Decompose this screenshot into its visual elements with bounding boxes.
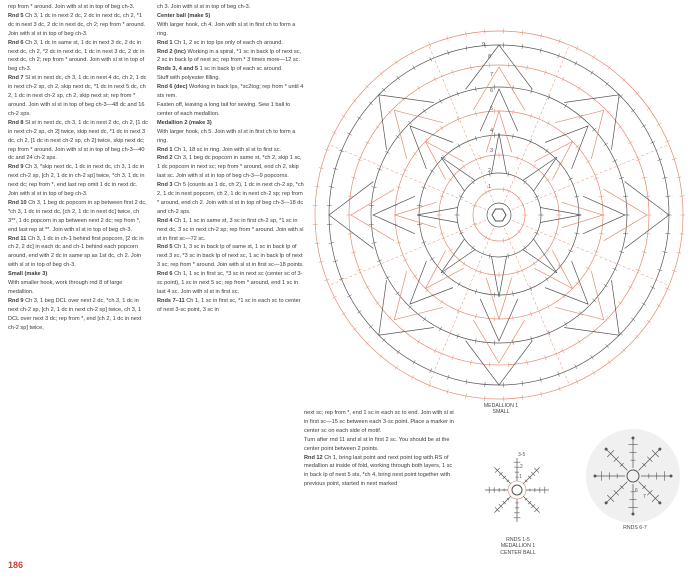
stitch-tick <box>417 340 420 344</box>
instruction-text: Ch 1, bring last point and next point tog with RS of medallion at inside of fold, working through both layers, 1 sc in back lp of next 5 sts, *ch 4, bring next point together with previous point, started in next marked <box>304 454 453 488</box>
rnd-label-9: 9 <box>482 42 486 48</box>
stitch-tick <box>462 164 465 168</box>
stitch-tick <box>618 125 622 128</box>
stitch-tick <box>547 304 549 308</box>
paragraph <box>8 74 148 119</box>
instruction-text: Ch 1, 3 sc in back lp of same st, 1 sc in back lp of next 3 sc, *3 sc in back lp of next sc, 1 sc in back lp of next 3 sc; rep from * around. Join with sl st in first sc—18 points. <box>157 244 304 269</box>
rnd-label-4: 4 <box>490 128 494 134</box>
instruction-text: 1 sc in back lp of each sc around. <box>199 66 283 73</box>
paragraph <box>8 119 148 164</box>
rnd-label-7: 7 <box>490 72 494 78</box>
stitch-tick <box>396 292 400 295</box>
instruction-text: Ch 1, 18 sc in ring. Join with sl st to first sc. <box>174 146 282 153</box>
round-label: Rnd 1 <box>157 39 173 46</box>
point-dot <box>605 501 608 504</box>
spoke <box>331 145 486 209</box>
rnd-label-2: 2 <box>488 168 492 174</box>
point-dot <box>670 475 673 478</box>
instruction-text: Ch 3, 1 dc in ch-1 behind first popcorn, [2 dc in ch 2, 2 dc] in each dc and ch-1 behind each popcorn around, end with 2 dc in same sp as 1st dc, ch 2. Join with sl st in top of beg ch-3. <box>8 235 144 269</box>
instruction-text: Ch 5 (counts as 1 dc, ch 2), 1 dc in next ch-2 sp, *ch 2, 1 dc in next popcorn, ch 2, 1 dc in next ch-2 sp; rep from * around, end ch 2. Join with sl st in top of beg ch-3—18 dc and ch-2 sps. <box>157 182 304 215</box>
stitch-tick <box>522 30 523 35</box>
instruction-text: Ch 3, 1 beg dc popcorn in same st, *ch 2, skip 1 sc, 1 dc popcorn in next sc; rep from * around, end ch 2, skip last sc. Join with sl st in top of beg ch-3—9 popcorns. <box>157 155 302 180</box>
stitch-tick <box>547 121 549 125</box>
point-dot <box>594 475 597 478</box>
text-column-3 <box>304 409 454 489</box>
rnd-label-1: 1 <box>488 184 492 190</box>
round-label: Medallion 2 <box>157 119 188 126</box>
paragraph <box>8 235 148 271</box>
round-label: Rnd 1 <box>157 146 173 153</box>
stitch-tick <box>413 66 416 70</box>
stitch-tick <box>357 117 361 120</box>
stitch-tick <box>448 249 452 252</box>
paragraph <box>8 12 148 39</box>
round-label: Rnd 6 <box>8 39 24 46</box>
stitch-tick <box>385 151 389 153</box>
instruction-text: Ch 1, 1 sc in first sc, *1 sc in each sc to center of next 3-sc point, 3 sc in <box>157 297 301 313</box>
stitch-tick <box>575 61 577 65</box>
stitch-tick <box>533 164 536 168</box>
round-ring <box>419 135 579 295</box>
stitch-tick <box>348 233 353 234</box>
stitch-tick <box>591 355 594 359</box>
center-ring <box>512 485 522 495</box>
stitch-tick <box>376 302 380 305</box>
stitch-tick <box>592 371 595 375</box>
stitch-tick <box>413 275 417 278</box>
stitch-tick <box>618 302 622 305</box>
paragraph <box>8 3 148 12</box>
paragraph <box>157 243 305 270</box>
paragraph <box>8 199 148 235</box>
paragraph <box>304 436 454 454</box>
round-label: Rnd 8 <box>8 119 24 126</box>
stitch-tick <box>642 303 646 306</box>
stitch-tick <box>631 318 635 321</box>
instruction-text: Ch 3, 1 beg DCL over next 2 dc, *ch 3, 1 dc in next ch-2 sp, [ch 2, 1 dc in next ch-2 sp] twice, ch 3, 1 DCL over next 3 dc; rep from *, end [ch 2, 1 dc in next ch-2 sp] twice, <box>8 297 142 331</box>
instruction-text: Sl st in next dc, ch 3, 1 dc in next 4 dc, ch 2, 1 dc in next ch-2 sp, ch 2, skip next dc, *1 dc in next 5 dc, ch 2, 1 dc in next ch-2 sp, ch 2, skip next st; rep from * around. Join with sl st in top of beg ch-3—48 dc and 16 ch-2 sps. <box>8 75 147 117</box>
stitch-tick <box>411 375 413 379</box>
spoke <box>504 47 568 202</box>
stitch-tick <box>411 50 413 54</box>
round-ring <box>457 173 541 257</box>
petal-chevron <box>410 126 453 169</box>
petal-chevron <box>562 202 603 227</box>
small-label-6: 6 <box>635 488 638 494</box>
stitch-tick <box>471 180 474 184</box>
paragraph <box>8 163 148 199</box>
point-dot <box>658 501 661 504</box>
petal-chevron <box>394 110 443 159</box>
round-label: Rnd 9 <box>8 164 24 171</box>
round-label: Rnd 2 (inc) <box>157 48 186 55</box>
paragraph <box>157 74 305 83</box>
paragraph <box>8 39 148 75</box>
instruction-text: Ch 3, 1 beg dc popcorn in sp between first 2 dc, *ch 3, 1 dc in next dc, [ch 2, 1 dc in next dc] twice, ch 3**, 1 dc popcorn in sp between next 2 dc; rep from *, end last rep at **. Join with sl st in top of beg ch-3. <box>8 199 147 233</box>
center-ball-diagram <box>476 446 558 534</box>
stitch-tick <box>458 144 461 148</box>
stitch-tick <box>448 178 452 181</box>
instruction-text: Fasten off, leaving a long tail for sewing. Sew 1 ball to center of each medallion. <box>157 101 291 117</box>
stitch-tick <box>578 86 581 90</box>
stitch-tick <box>417 86 420 90</box>
stitch-tick <box>680 196 685 197</box>
text-column-1 <box>8 3 148 333</box>
stitch-tick <box>604 143 608 146</box>
stitch-tick <box>665 233 670 234</box>
paragraph <box>157 48 305 66</box>
spoke <box>494 496 510 512</box>
petal-chevron <box>545 261 588 304</box>
petal-chevron <box>395 202 436 227</box>
round-label: Rnd 6 (dec) <box>157 84 188 91</box>
instruction-text: With smaller hook, work through rnd 8 of large medallion. <box>8 280 123 295</box>
rnd-label-5: 5 <box>490 106 494 112</box>
stitch-tick <box>365 286 369 288</box>
stitch-tick <box>647 320 651 323</box>
paragraph <box>157 217 305 244</box>
instruction-text: Working in back lps, *sc2tog; rep from * until 4 sts rem. <box>157 84 304 100</box>
medallion-1-diagram <box>310 28 688 402</box>
stitch-tick <box>423 317 426 321</box>
stitch-tick <box>545 277 548 281</box>
paragraph <box>157 128 305 146</box>
spoke <box>429 47 493 202</box>
stitch-tick <box>423 109 426 113</box>
round-label: Small <box>8 271 23 278</box>
instruction-text: Ch 3, 1 dc in next 2 dc, 2 dc in next dc, ch 2, *1 dc in next 3 dc, 2 dc in next dc, ch 2; rep from * around. Join with sl st in top of beg ch-3. <box>8 12 146 37</box>
stitch-tick <box>413 360 416 364</box>
text-column-2 <box>157 3 305 315</box>
petal-chevron <box>534 250 572 288</box>
stitch-tick <box>586 160 590 163</box>
stitch-tick <box>522 44 523 49</box>
paragraph <box>157 3 305 12</box>
stitch-tick <box>513 316 514 321</box>
round-label: Rnd 3 <box>157 182 173 189</box>
stitch-tick <box>353 328 357 331</box>
stitch-tick <box>348 196 353 197</box>
ball-label-2: 2 <box>520 464 523 470</box>
petal-chevron <box>555 110 604 159</box>
stitch-tick <box>564 104 567 108</box>
stitch-tick <box>440 300 443 304</box>
petal-chevron <box>555 271 604 320</box>
stitch-tick <box>413 152 417 155</box>
stitch-tick <box>462 262 465 266</box>
spoke <box>429 228 493 383</box>
instruction-text: With larger hook, ch 5. Join with sl st in first ch to form a ring. <box>157 128 296 144</box>
stitch-tick <box>546 249 550 252</box>
spoke <box>512 220 667 284</box>
round-label: Rnd 5 <box>157 244 173 251</box>
spoke <box>494 467 510 483</box>
stitch-tick <box>522 395 523 400</box>
petal-chevron <box>534 141 572 179</box>
stitch-tick <box>485 190 488 194</box>
stitch-tick <box>524 180 527 184</box>
stitch-tick <box>578 340 581 344</box>
paragraph <box>8 270 148 279</box>
paragraph <box>157 146 305 155</box>
stitch-tick <box>347 133 351 135</box>
instruction-text: next sc; rep from *, end 1 sc in each sc to end. Join with sl st in first sc—15 sc between each 3-sc point. Place a marker in center sc on each side of motif. <box>304 410 454 434</box>
stitch-tick <box>376 125 380 128</box>
medallion-1-caption: MEDALLION 1 SMALL <box>483 403 519 416</box>
rnds-6-7-diagram <box>583 428 683 528</box>
point-dot <box>632 437 635 440</box>
spoke <box>504 228 568 383</box>
stitch-tick <box>513 109 514 114</box>
ball-label-3-5: 3-5 <box>518 452 526 458</box>
instruction-text: Turn after rnd 11 and sl st in first 2 sc. You should be at the center point between 2 points. <box>304 436 450 452</box>
round-label: Rnds 3, 4 and 5 <box>157 66 199 73</box>
stitch-tick <box>546 178 550 181</box>
point-dot <box>658 448 661 451</box>
petal-chevron <box>410 261 453 304</box>
instruction-text: rep from * around. Join with sl st in top of beg ch-3. <box>8 4 135 10</box>
petal-chevron <box>425 250 463 288</box>
center-ball-caption: RNDS 1-5 MEDALLION 1 CENTER BALL <box>500 537 536 556</box>
stitch-tick <box>357 310 361 313</box>
stitch-tick <box>439 99 441 103</box>
stitch-tick <box>395 366 398 370</box>
round-label: Center ball <box>157 12 186 19</box>
round-label: Rnd 7 <box>8 75 24 82</box>
stitch-tick <box>485 235 488 239</box>
paragraph <box>157 83 305 101</box>
stitch-tick <box>439 327 441 331</box>
stitch-tick <box>665 196 670 197</box>
round-label: Rnd 10 <box>8 199 27 206</box>
stitch-tick <box>440 126 443 130</box>
round-label: Rnd 9 <box>8 297 24 304</box>
stitch-tick <box>647 107 651 110</box>
stitch-tick <box>586 267 590 270</box>
spoke <box>523 467 539 483</box>
paragraph <box>157 12 305 21</box>
stitch-tick <box>365 142 369 144</box>
stitch-tick <box>353 99 357 102</box>
stitch-tick <box>430 170 434 173</box>
spoke <box>512 145 667 209</box>
stitch-tick <box>347 295 351 297</box>
stitch-tick <box>417 224 422 225</box>
stitch-tick <box>628 286 632 288</box>
stitch-tick <box>342 115 346 118</box>
paragraph <box>157 21 305 39</box>
round-ring <box>487 203 511 227</box>
round-label: Rnd 4 <box>157 217 173 224</box>
instruction-text: (make 3) <box>189 119 212 126</box>
point-dot <box>605 448 608 451</box>
paragraph <box>157 297 305 315</box>
stitch-tick <box>395 60 398 64</box>
instruction-text: Ch 1, 1 sc in first sc, *3 sc in next sc (center sc of 3-sc point), 1 sc in next 5 sc; rep from * around, end 1 sc in last 4 sc. Join with sl st in first sc. <box>157 271 303 295</box>
ball-label-1: 1 <box>519 474 522 480</box>
stitch-tick <box>657 123 661 125</box>
stitch-tick <box>628 142 632 144</box>
stitch-tick <box>545 149 548 153</box>
rnd-label-8: 8 <box>488 54 492 60</box>
stitch-tick <box>657 304 661 306</box>
instruction-text: Sl st in next dc, ch 3, 1 dc in next 2 dc, ch 2, [1 dc in next ch-2 sp, ch 2] twice, skip next dc, *1 dc in next 3 dc, ch 2, [1 dc in next ch-2 sp, ch 2] twice, skip next dc; rep from * around. Join with sl st in top of beg ch-3—40 dc and 24 ch-2 sps. <box>8 119 148 162</box>
stitch-tick <box>608 360 611 364</box>
paragraph <box>304 454 454 490</box>
point-dot <box>632 513 635 516</box>
petal-chevron <box>394 271 443 320</box>
paragraph <box>157 181 305 217</box>
petal-chevron <box>425 141 463 179</box>
paragraph <box>8 279 148 297</box>
paragraph <box>157 65 305 74</box>
small-label-7: 7 <box>643 494 646 500</box>
stitch-tick <box>458 282 461 286</box>
instruction-text: Ch 3, *skip next dc, 1 dc in next dc, ch 3, 1 dc in next ch-2 sp, [ch 2, 1 dc in ch-2 sp] twice, *ch 3, 1 dc in next dc; rep from *, end last rep omit 1 dc in next dc. Join with sl st in top of beg ch-3. <box>8 164 145 198</box>
round-label: Rnd 6 <box>157 271 173 278</box>
stitch-tick <box>564 322 567 326</box>
paragraph <box>157 154 305 181</box>
round-label: Rnds 7–11 <box>157 297 185 304</box>
paragraph <box>157 270 305 297</box>
paragraph <box>157 39 305 48</box>
stitch-tick <box>631 109 635 112</box>
stitch-tick <box>397 350 400 354</box>
stitch-tick <box>608 66 611 70</box>
stitch-tick <box>575 364 577 368</box>
rnd-label-3: 3 <box>490 148 494 154</box>
stitch-tick <box>591 71 594 75</box>
paragraph <box>304 409 454 436</box>
stitch-tick <box>397 76 400 80</box>
stitch-tick <box>645 196 650 197</box>
paragraph <box>8 297 148 333</box>
stitch-tick <box>471 246 474 250</box>
instruction-text: Working in a spiral, *1 sc in back lp of next sc, 2 sc in back lp of next sc; rep from * 3 times more—12 sc. <box>157 48 302 64</box>
stitch-tick <box>396 135 400 138</box>
instruction-text: Ch 1, 2 sc in top lps only of each ch around. <box>174 39 283 46</box>
round-ring <box>473 189 525 241</box>
page-number: 186 <box>8 560 24 570</box>
paragraph <box>157 101 305 119</box>
round-ring <box>508 481 526 499</box>
rnd-label-6: 6 <box>490 88 494 94</box>
stitch-tick <box>385 276 389 278</box>
stitch-tick <box>533 262 536 266</box>
instruction-text: (make 3) <box>24 271 48 278</box>
round-label: Rnd 5 <box>8 12 24 19</box>
instruction-text: With larger hook, ch 4. Join with sl st in first ch to form a ring. <box>157 21 296 37</box>
round-label: Rnd 12 <box>304 454 323 461</box>
center-ring <box>492 209 506 221</box>
stitch-tick <box>592 55 595 59</box>
stitch-tick <box>522 381 523 386</box>
stitch-tick <box>642 125 646 128</box>
round-ring <box>329 45 669 385</box>
rnds-6-7-caption: RNDS 6-7 <box>623 525 647 531</box>
petal-chevron <box>545 126 588 169</box>
stitch-tick <box>604 284 608 287</box>
spoke <box>523 496 539 512</box>
stitch-tick <box>645 233 650 234</box>
stitch-tick <box>417 205 422 206</box>
instruction-text: (make 5) <box>187 12 211 19</box>
stitch-tick <box>430 258 434 261</box>
round-label: Rnd 2 <box>157 155 173 162</box>
spoke <box>331 220 486 284</box>
stitch-tick <box>524 246 527 250</box>
instruction-text: ch 3. Join with sl st in top of beg ch-3. <box>157 4 251 10</box>
paragraph <box>157 119 305 128</box>
stitch-tick <box>680 234 685 235</box>
petal-chevron <box>486 278 511 319</box>
instruction-text: Stuff with polyester filling. <box>157 75 221 82</box>
instruction-text: Ch 1, 1 sc in same st, 3 sc in first ch-2 sp, *1 sc in next dc, 3 sc in next ch-2 sp; rep from * around. Join with sl st in first sc—72 sc. <box>157 217 304 242</box>
stitch-tick <box>342 312 346 315</box>
round-label: Rnd 11 <box>8 235 27 242</box>
instruction-text: Ch 3, 1 dc in same st, 1 dc in next 3 dc, 2 dc in next dc, ch 2, *2 dc in next dc, 1 dc in next 3 dc, 2 dc in next dc, ch 2; rep from * around. Join with sl st in top of beg ch-3. <box>8 39 145 73</box>
